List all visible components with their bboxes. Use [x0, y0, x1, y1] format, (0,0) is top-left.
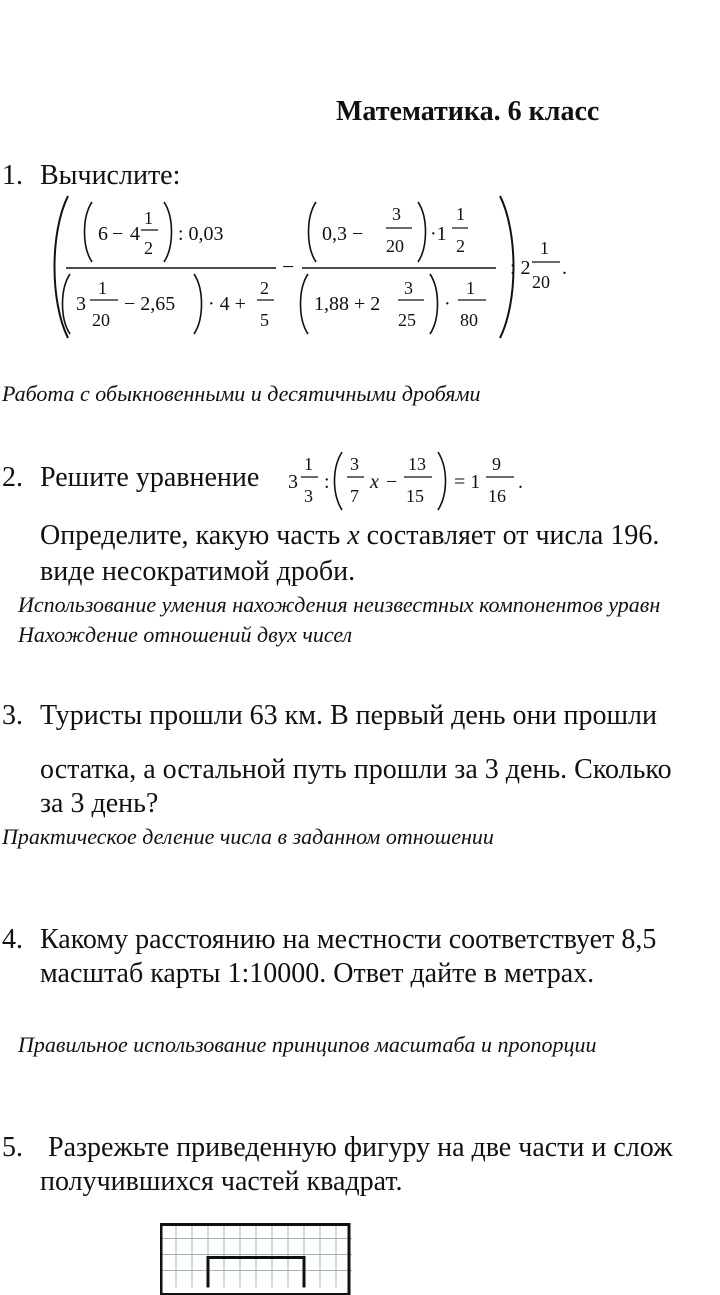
t2-n4: 9: [492, 454, 501, 474]
t1-d-mul: ·: [444, 293, 451, 315]
t1-b-frac-den: 5: [260, 310, 269, 330]
t1-c-den: 20: [386, 236, 404, 256]
task-2-note-1: Использование умения нахождения неизвестных компонентов уравн: [18, 592, 661, 617]
task-1-prompt: Вычислите:: [40, 160, 181, 191]
t2-n1: 1: [304, 454, 313, 474]
t1-b-num: 1: [98, 278, 107, 298]
t2-d1: 3: [304, 486, 313, 506]
t1-tail-den: 20: [532, 272, 550, 292]
t2-dot: .: [518, 471, 523, 493]
t2-d3: 15: [406, 486, 424, 506]
t1-d-frac-den: 80: [460, 310, 478, 330]
task-3-note: Практическое деление числа в заданном отношении: [2, 824, 494, 849]
task-2-equation: [286, 448, 536, 514]
task-3-line3: за 3 день?: [40, 788, 159, 819]
task-3-line2: остатка, а остальной путь прошли за 3 день. Сколько: [40, 754, 672, 785]
t1-d-den: 25: [398, 310, 416, 330]
t2-n2: 3: [350, 454, 359, 474]
t2-minus: −: [386, 471, 398, 493]
t1-b-rest: − 2,65: [124, 293, 176, 315]
t2-x: x: [370, 471, 379, 493]
t1-d-frac-num: 1: [466, 278, 475, 298]
task-3-number: 3.: [2, 700, 23, 731]
t1-b-frac-num: 2: [260, 278, 269, 298]
task-4-line1: Какому расстоянию на местности соответствует 8,5: [40, 924, 657, 955]
t2-d2: 7: [350, 486, 359, 506]
t1-c-mixed-num: 1: [456, 204, 465, 224]
task-5-grid-figure: [160, 1215, 352, 1295]
t2-equals: = 1: [454, 471, 481, 493]
task-1-note: Работа с обыкновенными и десятичными дробями: [2, 381, 481, 406]
t1-a-whole: 6: [98, 223, 108, 245]
t1-tail-num: 1: [540, 238, 549, 258]
t2-d4: 16: [488, 486, 506, 506]
t2-n3: 13: [408, 454, 426, 474]
t2-colon: :: [324, 471, 330, 493]
t1-tail-dot: .: [562, 257, 567, 279]
task-5-line1: Разрежьте приведенную фигуру на две части и слож: [48, 1132, 673, 1163]
t1-b-den: 20: [92, 310, 110, 330]
t1-a-den: 2: [144, 238, 153, 258]
t1-d-num: 3: [404, 278, 413, 298]
t1-c-num: 3: [392, 204, 401, 224]
task-1-expression: [46, 192, 606, 342]
task-2-note-2: Нахождение отношений двух чисел: [18, 622, 353, 647]
t1-c-mul: ·1: [430, 223, 447, 245]
t1-c-mixed-den: 2: [456, 236, 465, 256]
task-2-number: 2.: [2, 462, 23, 493]
task-4-note: Правильное использование принципов масштаба и пропорции: [18, 1032, 597, 1057]
t1-c-lead: 0,3 −: [322, 223, 364, 245]
t2-w1: 3: [288, 471, 298, 493]
task-5-line2: получившихся частей квадрат.: [40, 1166, 403, 1197]
task-2-prompt: Решите уравнение: [40, 462, 260, 493]
task-2-line3: виде несократимой дроби.: [40, 556, 356, 587]
t1-d-lead: 1,88 + 2: [314, 293, 381, 315]
t1-b-mul: · 4 +: [208, 293, 246, 315]
task-4-line2: масштаб карты 1:10000. Ответ дайте в метрах.: [40, 958, 595, 989]
task-5-number: 5.: [2, 1132, 23, 1163]
t1-a-num: 1: [144, 208, 153, 228]
page-title: Математика. 6 класс: [336, 96, 600, 127]
t1-tail: : 2: [510, 257, 531, 279]
t1-a-minus: −: [112, 223, 124, 245]
t1-a-mixed-whole: 4: [130, 223, 140, 245]
task-1-number: 1.: [2, 160, 23, 191]
t1-a-div: : 0,03: [178, 223, 224, 245]
task-4-number: 4.: [2, 924, 23, 955]
t1-b-mixed-whole: 3: [76, 293, 86, 315]
task-2-line2: Определите, какую часть x составляет от числа 196.: [40, 520, 660, 551]
t1-minus: −: [282, 254, 295, 279]
task-3-line1: Туристы прошли 63 км. В первый день они прошли: [40, 700, 657, 731]
